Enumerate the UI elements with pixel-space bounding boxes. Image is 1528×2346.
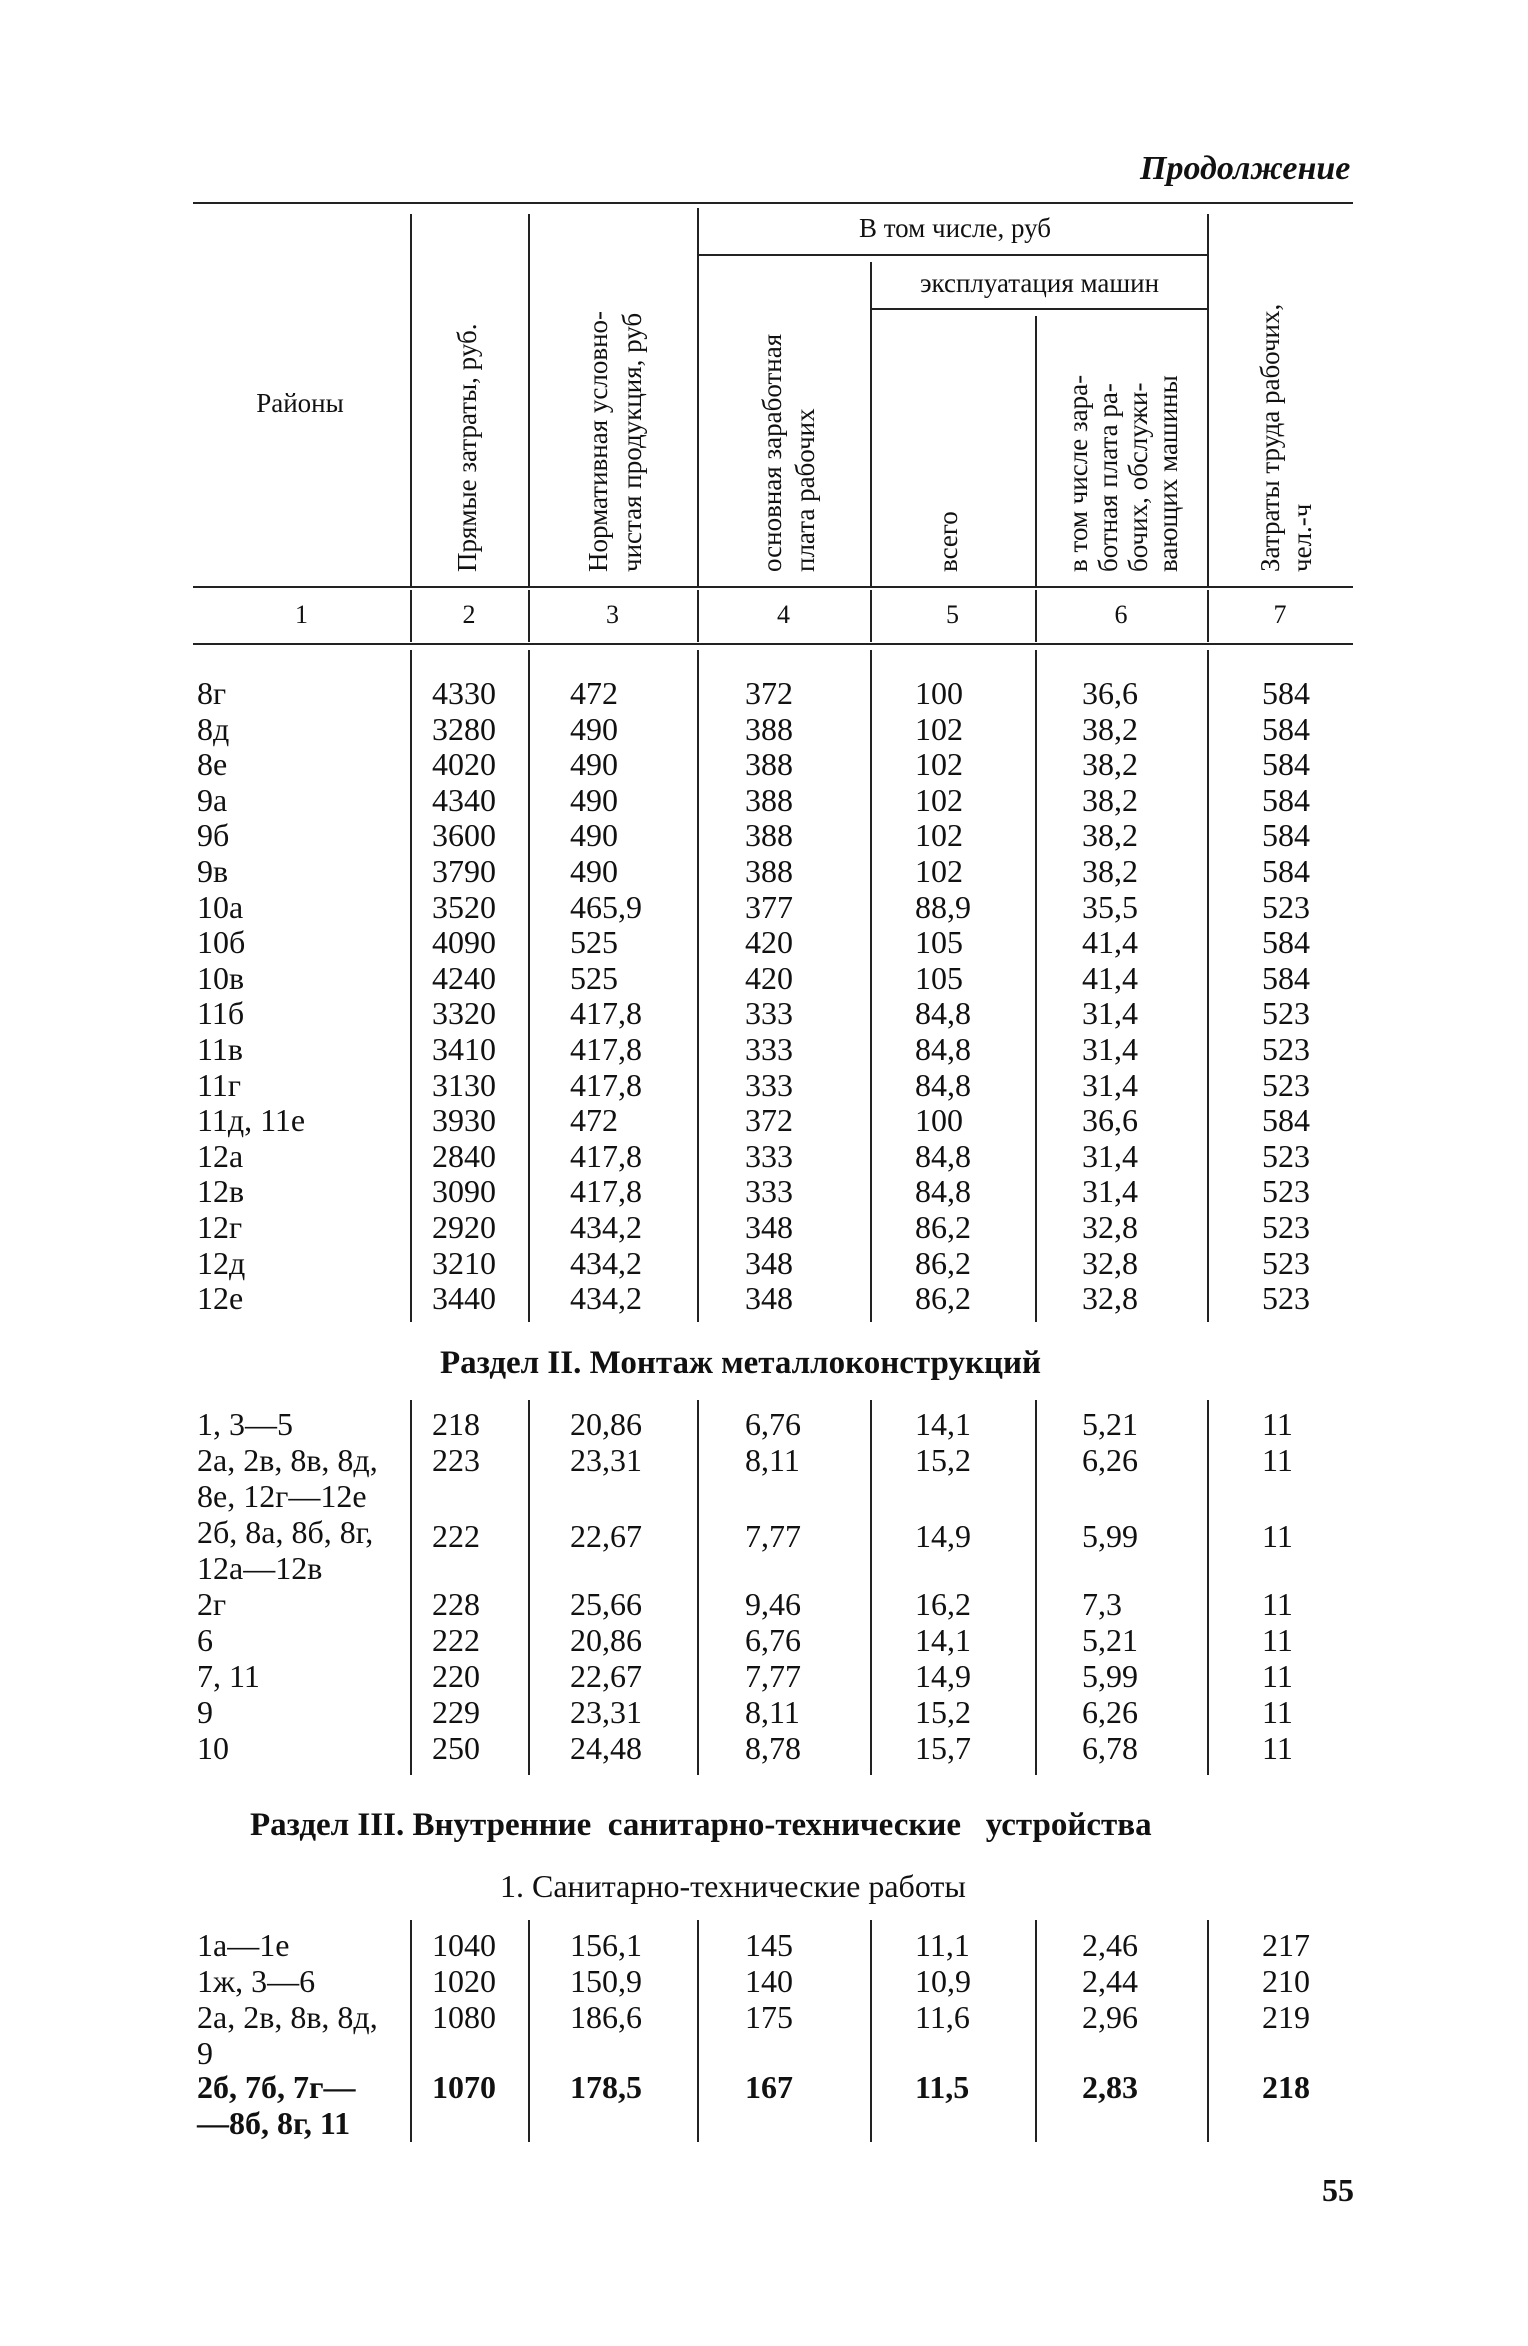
table-cell: 102 xyxy=(915,781,963,818)
header-vline-4 xyxy=(870,262,872,586)
table-cell: 434,2 xyxy=(570,1244,642,1281)
table-cell: 140 xyxy=(745,1963,793,1999)
table-cell: 333 xyxy=(745,995,793,1032)
table-cell: 38,2 xyxy=(1082,853,1138,889)
table-cell: 523 xyxy=(1262,1244,1310,1281)
table-cell: 372 xyxy=(745,675,793,711)
table-cell: 88,9 xyxy=(915,888,971,925)
col-norm-product-header-1: Нормативная условно- xyxy=(583,310,613,572)
s2-vline-5 xyxy=(1035,1400,1037,1775)
colnum-4: 4 xyxy=(777,600,790,629)
row-label: 7, 11 xyxy=(197,1658,260,1694)
table-cell: 2840 xyxy=(432,1137,496,1174)
table-cell: 6,78 xyxy=(1082,1730,1138,1766)
table-cell: 102 xyxy=(915,853,963,889)
table-cell: 7,3 xyxy=(1082,1586,1122,1622)
table-cell: 25,66 xyxy=(570,1586,642,1622)
col-labor-header-2: чел.-ч xyxy=(1287,503,1317,572)
page-number: 55 xyxy=(1322,2172,1354,2208)
row-label: 8г xyxy=(197,675,227,711)
table-cell: 32,8 xyxy=(1082,1244,1138,1281)
table-cell: 3440 xyxy=(432,1280,496,1317)
group-header: В том числе, руб xyxy=(858,213,1052,243)
table-cell: 22,67 xyxy=(570,1518,642,1554)
group-rule xyxy=(697,254,1207,256)
row-label: 2а, 2в, 8в, 8д, xyxy=(197,1999,378,2035)
col-total-header: всего xyxy=(933,511,963,572)
table-cell: 9,46 xyxy=(745,1586,801,1622)
table-cell: 5,21 xyxy=(1082,1622,1138,1658)
row-label: 12в xyxy=(197,1173,245,1210)
table-cell: 490 xyxy=(570,746,618,783)
table-cell: 2,83 xyxy=(1082,2069,1138,2105)
row-label: 8д xyxy=(197,710,230,747)
colnum-bottom-rule xyxy=(193,643,1353,645)
table-cell: 41,4 xyxy=(1082,924,1138,961)
table-cell: 465,9 xyxy=(570,888,642,925)
table-cell: 1040 xyxy=(432,1927,496,1963)
table-cell: 102 xyxy=(915,746,963,783)
table-cell: 15,2 xyxy=(915,1694,971,1730)
table-cell: 333 xyxy=(745,1137,793,1174)
table-cell: 100 xyxy=(915,675,963,711)
row-label: —8б, 8г, 11 xyxy=(197,2105,351,2141)
table-cell: 222 xyxy=(432,1622,480,1658)
table-cell: 217 xyxy=(1262,1927,1310,1963)
table-cell: 102 xyxy=(915,710,963,747)
s2-vline-2 xyxy=(528,1400,530,1775)
table-cell: 20,86 xyxy=(570,1406,642,1442)
table-cell: 11 xyxy=(1262,1694,1293,1730)
row-label: 12е xyxy=(197,1280,244,1317)
table-cell: 31,4 xyxy=(1082,1031,1138,1067)
table-cell: 41,4 xyxy=(1082,959,1138,996)
table-cell: 22,67 xyxy=(570,1658,642,1694)
row-label: 2а, 2в, 8в, 8д, xyxy=(197,1442,378,1478)
colnum-5: 5 xyxy=(946,600,959,629)
table-cell: 86,2 xyxy=(915,1244,971,1281)
table-cell: 584 xyxy=(1262,817,1310,854)
table-cell: 490 xyxy=(570,853,618,889)
table-cell: 8,11 xyxy=(745,1442,800,1478)
section2-title: Раздел II. Монтаж металлоконструкций xyxy=(440,1345,1042,1381)
s1-vline-4 xyxy=(870,650,872,1322)
s1-vline-5 xyxy=(1035,650,1037,1322)
table-cell: 6,76 xyxy=(745,1622,801,1658)
table-cell: 218 xyxy=(1262,2069,1310,2105)
table-cell: 14,9 xyxy=(915,1518,971,1554)
table-cell: 523 xyxy=(1262,888,1310,925)
table-cell: 377 xyxy=(745,888,793,925)
table-cell: 490 xyxy=(570,710,618,747)
s2-vline-6 xyxy=(1207,1400,1209,1775)
table-cell: 372 xyxy=(745,1102,793,1139)
table-cell: 584 xyxy=(1262,746,1310,783)
table-cell: 11 xyxy=(1262,1658,1293,1694)
table-cell: 417,8 xyxy=(570,1137,642,1174)
table-cell: 11,5 xyxy=(915,2069,970,2105)
table-cell: 3280 xyxy=(432,710,496,747)
s1-vline-3 xyxy=(697,650,699,1322)
table-cell: 584 xyxy=(1262,959,1310,996)
row-label: 1, 3—5 xyxy=(197,1406,293,1442)
row-label: 11г xyxy=(197,1066,241,1103)
table-cell: 490 xyxy=(570,781,618,818)
table-cell: 417,8 xyxy=(570,1066,642,1103)
table-cell: 105 xyxy=(915,924,963,961)
row-label: 8е xyxy=(197,746,228,783)
table-cell: 11 xyxy=(1262,1518,1293,1554)
table-cell: 417,8 xyxy=(570,995,642,1032)
col-machine-wages-header-2: ботная плата ра- xyxy=(1093,383,1123,572)
row-label: 1а—1е xyxy=(197,1927,290,1963)
table-cell: 3410 xyxy=(432,1031,496,1067)
table-cell: 5,99 xyxy=(1082,1658,1138,1694)
table-cell: 388 xyxy=(745,817,793,854)
table-cell: 228 xyxy=(432,1586,480,1622)
table-cell: 36,6 xyxy=(1082,1102,1138,1139)
table-cell: 1070 xyxy=(432,2069,496,2105)
s2-vline-3 xyxy=(697,1400,699,1775)
s3-vline-4 xyxy=(870,1920,872,2142)
table-cell: 472 xyxy=(570,675,618,711)
table-cell: 420 xyxy=(745,924,793,961)
table-cell: 523 xyxy=(1262,1209,1310,1245)
s1-vline-1 xyxy=(410,650,412,1322)
table-cell: 11 xyxy=(1262,1442,1293,1478)
row-label: 10в xyxy=(197,959,245,996)
row-label: 10 xyxy=(197,1730,229,1766)
subgroup-header: эксплуатация машин xyxy=(919,268,1160,298)
s1-vline-6 xyxy=(1207,650,1209,1322)
section3-title: Раздел III. Внутренние санитарно-технические устройства xyxy=(250,1807,1152,1843)
table-cell: 220 xyxy=(432,1658,480,1694)
table-cell: 333 xyxy=(745,1173,793,1210)
table-cell: 3320 xyxy=(432,995,496,1032)
s3-vline-6 xyxy=(1207,1920,1209,2142)
table-cell: 2,44 xyxy=(1082,1963,1138,1999)
table-cell: 1020 xyxy=(432,1963,496,1999)
table-cell: 36,6 xyxy=(1082,675,1138,711)
s3-vline-1 xyxy=(410,1920,412,2142)
table-cell: 84,8 xyxy=(915,1066,971,1103)
table-cell: 223 xyxy=(432,1442,480,1478)
table-cell: 7,77 xyxy=(745,1658,801,1694)
table-cell: 1080 xyxy=(432,1999,496,2035)
table-cell: 5,99 xyxy=(1082,1518,1138,1554)
table-cell: 150,9 xyxy=(570,1963,642,1999)
table-cell: 417,8 xyxy=(570,1173,642,1210)
table-cell: 3090 xyxy=(432,1173,496,1210)
table-cell: 333 xyxy=(745,1031,793,1067)
row-label: 1ж, 3—6 xyxy=(197,1963,316,1999)
table-cell: 584 xyxy=(1262,924,1310,961)
table-cell: 32,8 xyxy=(1082,1209,1138,1245)
table-cell: 11 xyxy=(1262,1586,1293,1622)
row-label: 9б xyxy=(197,817,230,854)
colnum-7: 7 xyxy=(1273,600,1287,629)
table-cell: 186,6 xyxy=(570,1999,642,2035)
row-label: 2г xyxy=(197,1586,227,1622)
table-cell: 31,4 xyxy=(1082,1137,1138,1174)
table-cell: 525 xyxy=(570,959,618,996)
table-cell: 219 xyxy=(1262,1999,1310,2035)
table-cell: 2,96 xyxy=(1082,1999,1138,2035)
col-norm-product-header-2: чистая продукция, руб xyxy=(617,312,647,572)
table-cell: 6,26 xyxy=(1082,1442,1138,1478)
table-cell: 11 xyxy=(1262,1406,1293,1442)
table-cell: 38,2 xyxy=(1082,710,1138,747)
table-cell: 178,5 xyxy=(570,2069,642,2105)
s3-vline-2 xyxy=(528,1920,530,2142)
table-cell: 388 xyxy=(745,781,793,818)
table-cell: 523 xyxy=(1262,1031,1310,1067)
table-cell: 4330 xyxy=(432,675,496,711)
table-cell: 388 xyxy=(745,746,793,783)
table-cell: 584 xyxy=(1262,675,1310,711)
table-cell: 7,77 xyxy=(745,1518,801,1554)
table-cell: 584 xyxy=(1262,1102,1310,1139)
table-cell: 11,1 xyxy=(915,1927,970,1963)
table-cell: 333 xyxy=(745,1066,793,1103)
table-cell: 8,78 xyxy=(745,1730,801,1766)
table-cell: 105 xyxy=(915,959,963,996)
table-cell: 11,6 xyxy=(915,1999,970,2035)
table-cell: 23,31 xyxy=(570,1442,642,1478)
table-cell: 523 xyxy=(1262,1280,1310,1317)
table-cell: 11 xyxy=(1262,1622,1293,1658)
table-cell: 14,1 xyxy=(915,1622,971,1658)
table-cell: 210 xyxy=(1262,1963,1310,1999)
col-direct-costs-header: Прямые затраты, руб. xyxy=(452,323,482,572)
table-cell: 434,2 xyxy=(570,1280,642,1317)
continuation-label: Продолжение xyxy=(1140,150,1351,187)
col-machine-wages-header-3: бочих, обслужи- xyxy=(1123,382,1153,572)
table-cell: 8,11 xyxy=(745,1694,800,1730)
table-cell: 388 xyxy=(745,710,793,747)
table-cell: 250 xyxy=(432,1730,480,1766)
table-cell: 86,2 xyxy=(915,1209,971,1245)
table-cell: 2,46 xyxy=(1082,1927,1138,1963)
table-cell: 6,26 xyxy=(1082,1694,1138,1730)
table-cell: 20,86 xyxy=(570,1622,642,1658)
table-cell: 3210 xyxy=(432,1244,496,1281)
table-cell: 229 xyxy=(432,1694,480,1730)
table-cell: 417,8 xyxy=(570,1031,642,1067)
table-cell: 348 xyxy=(745,1209,793,1245)
row-label: 10а xyxy=(197,888,244,925)
table-cell: 10,9 xyxy=(915,1963,971,1999)
header-vline-5 xyxy=(1035,316,1037,586)
table-cell: 145 xyxy=(745,1927,793,1963)
col-wages-header-1: основная заработная xyxy=(757,333,787,572)
table-cell: 3520 xyxy=(432,888,496,925)
table-cell: 11 xyxy=(1262,1730,1293,1766)
table-cell: 31,4 xyxy=(1082,995,1138,1032)
colnum-6: 6 xyxy=(1114,600,1128,629)
table-cell: 84,8 xyxy=(915,995,971,1032)
row-label: 8е, 12г—12е xyxy=(197,1478,367,1514)
table-cell: 2920 xyxy=(432,1209,496,1245)
colnum-3: 3 xyxy=(606,600,619,629)
table-cell: 32,8 xyxy=(1082,1280,1138,1317)
table-cell: 4240 xyxy=(432,959,496,996)
table-cell: 167 xyxy=(745,2069,793,2105)
table-cell: 4090 xyxy=(432,924,496,961)
table-cell: 388 xyxy=(745,853,793,889)
table-cell: 15,7 xyxy=(915,1730,971,1766)
table-cell: 3790 xyxy=(432,853,496,889)
table-cell: 523 xyxy=(1262,1137,1310,1174)
table-cell: 4020 xyxy=(432,746,496,783)
header-vline-1 xyxy=(410,214,412,586)
table-cell: 523 xyxy=(1262,1173,1310,1210)
table-cell: 525 xyxy=(570,924,618,961)
table-cell: 222 xyxy=(432,1518,480,1554)
col-regions-header: Районы xyxy=(256,388,344,418)
table-cell: 23,31 xyxy=(570,1694,642,1730)
table-cell: 86,2 xyxy=(915,1280,971,1317)
table-cell: 38,2 xyxy=(1082,746,1138,783)
table-cell: 218 xyxy=(432,1406,480,1442)
s2-vline-4 xyxy=(870,1400,872,1775)
s3-vline-5 xyxy=(1035,1920,1037,2142)
table-cell: 348 xyxy=(745,1280,793,1317)
row-label: 9в xyxy=(197,853,229,889)
s3-vline-3 xyxy=(697,1920,699,2142)
colnum-2: 2 xyxy=(462,600,476,629)
header-bottom-rule xyxy=(193,586,1353,588)
row-label: 11в xyxy=(197,1031,243,1067)
table-cell: 15,2 xyxy=(915,1442,971,1478)
colnum-1: 1 xyxy=(295,600,308,629)
row-label: 10б xyxy=(197,924,246,961)
table-cell: 3600 xyxy=(432,817,496,854)
row-label: 9а xyxy=(197,781,228,818)
table-cell: 523 xyxy=(1262,1066,1310,1103)
header-vline-3 xyxy=(697,208,699,586)
table-cell: 348 xyxy=(745,1244,793,1281)
row-label: 12д xyxy=(197,1244,246,1281)
table-cell: 175 xyxy=(745,1999,793,2035)
col-wages-header-2: плата рабочих xyxy=(790,408,820,572)
header-vline-6 xyxy=(1207,214,1209,586)
table-cell: 6,76 xyxy=(745,1406,801,1442)
table-cell: 38,2 xyxy=(1082,781,1138,818)
table-cell: 420 xyxy=(745,959,793,996)
row-label: 6 xyxy=(197,1622,213,1658)
row-label: 12а xyxy=(197,1137,244,1174)
table-cell: 14,9 xyxy=(915,1658,971,1694)
row-label: 12а—12в xyxy=(197,1550,323,1586)
row-label: 2б, 8а, 8б, 8г, xyxy=(197,1514,374,1550)
header-vline-2 xyxy=(528,214,530,586)
table-cell: 84,8 xyxy=(915,1031,971,1067)
row-label: 9 xyxy=(197,2035,213,2071)
col-labor-header-1: Затраты труда рабочих, xyxy=(1255,303,1285,572)
table-cell: 14,1 xyxy=(915,1406,971,1442)
row-label: 11д, 11е xyxy=(197,1102,306,1139)
table-cell: 156,1 xyxy=(570,1927,642,1963)
table-cell: 4340 xyxy=(432,781,496,818)
table-cell: 84,8 xyxy=(915,1137,971,1174)
table-cell: 584 xyxy=(1262,710,1310,747)
table-cell: 84,8 xyxy=(915,1173,971,1210)
table-cell: 100 xyxy=(915,1102,963,1139)
table-cell: 584 xyxy=(1262,781,1310,818)
section3-subtitle: 1. Санитарно-технические работы xyxy=(500,1868,966,1904)
row-label: 9 xyxy=(197,1694,213,1730)
row-label: 2б, 7б, 7г— xyxy=(197,2069,356,2105)
row-label: 11б xyxy=(197,995,245,1032)
row-label: 12г xyxy=(197,1209,243,1245)
s2-vline-1 xyxy=(410,1400,412,1775)
table-cell: 472 xyxy=(570,1102,618,1139)
table-cell: 31,4 xyxy=(1082,1066,1138,1103)
s1-vline-2 xyxy=(528,650,530,1322)
col-machine-wages-header-4: вающих машины xyxy=(1153,375,1183,572)
table-cell: 3930 xyxy=(432,1102,496,1139)
table-cell: 5,21 xyxy=(1082,1406,1138,1442)
table-cell: 24,48 xyxy=(570,1730,642,1766)
table-cell: 584 xyxy=(1262,853,1310,889)
table-cell: 434,2 xyxy=(570,1209,642,1245)
table-cell: 490 xyxy=(570,817,618,854)
table-cell: 16,2 xyxy=(915,1586,971,1622)
table-cell: 102 xyxy=(915,817,963,854)
table-cell: 35,5 xyxy=(1082,888,1138,925)
table-cell: 31,4 xyxy=(1082,1173,1138,1210)
table-cell: 3130 xyxy=(432,1066,496,1103)
table-cell: 523 xyxy=(1262,995,1310,1032)
table-top-rule xyxy=(193,202,1353,204)
table-cell: 38,2 xyxy=(1082,817,1138,854)
subgroup-rule xyxy=(870,308,1207,310)
col-machine-wages-header-1: в том числе зара- xyxy=(1063,374,1093,572)
